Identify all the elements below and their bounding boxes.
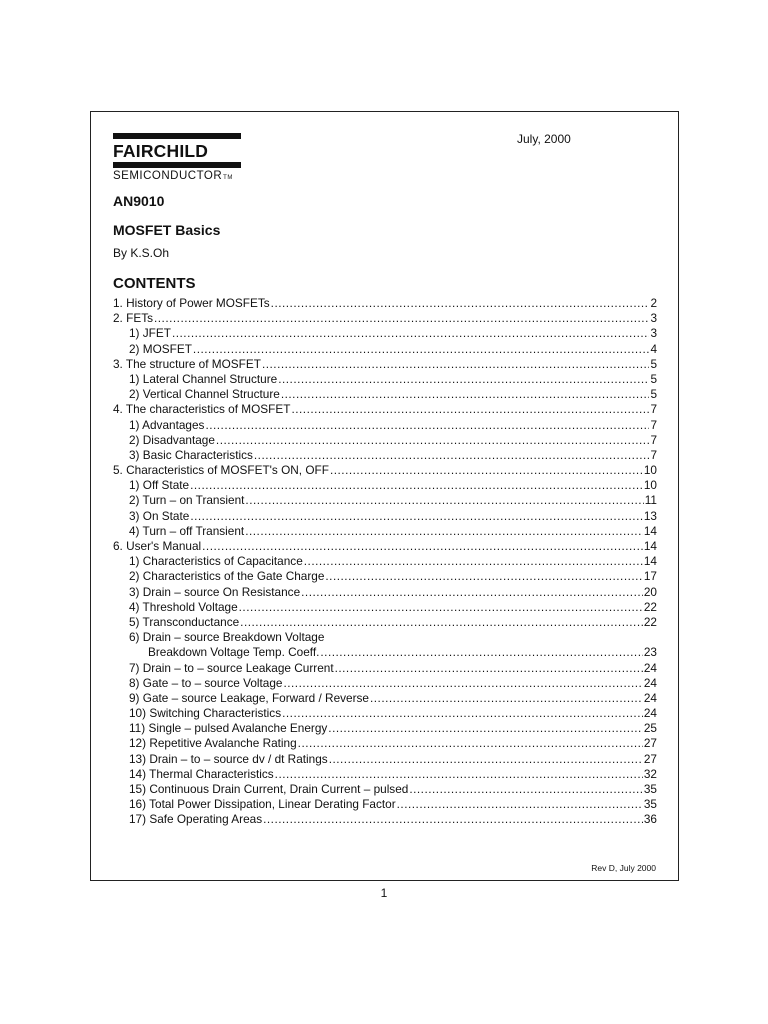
toc-entry[interactable] — [113, 645, 657, 660]
toc-entry-label: 11) Single – pulsed Avalanche Energy — [129, 721, 328, 736]
toc-entry[interactable] — [113, 463, 657, 478]
toc-entry-page: 20 — [643, 584, 657, 599]
toc-entry-page: 7 — [650, 432, 657, 447]
toc-entry[interactable] — [113, 342, 657, 357]
toc-entry-page: 36 — [643, 812, 657, 827]
toc-entry-label: 3) Drain – source On Resistance — [129, 584, 301, 599]
toc-entry-label: 1) Advantages — [129, 417, 205, 432]
toc-entry-label: 1) Characteristics of Capacitance — [129, 554, 303, 569]
toc-leader-dots — [245, 524, 643, 539]
toc-entry-page: 24 — [643, 690, 657, 705]
toc-entry-page: 24 — [643, 660, 657, 675]
toc-leader-dots — [330, 463, 643, 478]
toc-entry[interactable] — [113, 797, 657, 812]
toc-leader-dots — [282, 706, 643, 721]
toc-entry[interactable] — [113, 478, 657, 493]
toc-entry[interactable] — [113, 326, 657, 341]
toc-leader-dots — [291, 402, 649, 417]
toc-leader-dots — [301, 585, 643, 600]
toc-entry-label: 17) Safe Operating Areas — [129, 812, 263, 827]
toc-entry[interactable] — [113, 402, 657, 417]
toc-leader-dots — [275, 767, 643, 782]
toc-entry[interactable] — [113, 736, 657, 751]
toc-entry[interactable] — [113, 767, 657, 782]
toc-leader-dots — [172, 326, 649, 341]
toc-entry-label: 4) Threshold Voltage — [129, 599, 238, 614]
toc-entry-page: 14 — [643, 539, 657, 553]
toc-entry-label: 8) Gate – to – source Voltage — [129, 675, 283, 690]
toc-leader-dots — [240, 615, 643, 630]
toc-entry[interactable] — [113, 448, 657, 463]
toc-leader-dots — [304, 554, 643, 569]
logo-subtitle — [113, 170, 273, 184]
toc-leader-dots — [281, 387, 650, 402]
toc-leader-dots — [245, 493, 643, 508]
table-of-contents — [113, 296, 657, 828]
toc-entry[interactable] — [113, 782, 657, 797]
toc-leader-dots — [263, 812, 643, 827]
toc-entry-page: 10 — [643, 478, 657, 493]
toc-entry-label: 12) Repetitive Avalanche Rating — [129, 736, 297, 751]
toc-entry[interactable] — [113, 509, 657, 524]
toc-entry-page: 3 — [650, 326, 657, 341]
toc-entry-label: 4. The characteristics of MOSFET — [113, 402, 291, 417]
document-page — [90, 111, 679, 881]
toc-entry[interactable] — [113, 554, 657, 569]
toc-leader-dots — [283, 676, 642, 691]
toc-leader-dots — [254, 448, 650, 463]
toc-entry-label: 1. History of Power MOSFETs — [113, 296, 270, 310]
logo-wordmark: FAIRCHILD — [113, 141, 209, 161]
toc-entry-label: 16) Total Power Dissipation, Linear Derating Factor — [129, 797, 396, 812]
toc-entry-page: 25 — [643, 721, 657, 736]
toc-entry-page: 35 — [643, 782, 657, 796]
toc-leader-dots — [190, 509, 643, 524]
toc-entry-page: 2 — [650, 296, 657, 310]
toc-entry-page: 14 — [643, 554, 657, 569]
toc-entry-label: 10) Switching Characteristics — [129, 706, 282, 721]
toc-leader-dots — [370, 691, 643, 706]
toc-entry-page: 22 — [643, 614, 657, 629]
toc-leader-dots — [325, 569, 642, 584]
toc-leader-dots — [190, 478, 643, 493]
logo-trademark: TM — [223, 175, 233, 181]
toc-leader-dots — [202, 539, 643, 554]
toc-entry-label: Breakdown Voltage Temp. Coeff. — [148, 645, 320, 660]
toc-leader-dots — [239, 600, 643, 615]
toc-entry-label: 5. Characteristics of MOSFET's ON, OFF — [113, 463, 329, 478]
document-date: July, 2000 — [517, 132, 571, 146]
toc-entry[interactable] — [113, 539, 657, 554]
toc-entry[interactable] — [113, 357, 657, 372]
toc-entry-label: 4) Turn – off Transient — [129, 523, 245, 538]
toc-entry[interactable] — [113, 296, 657, 311]
page-number: 1 — [380, 886, 388, 900]
toc-entry[interactable] — [113, 372, 657, 387]
toc-leader-dots — [298, 736, 643, 751]
toc-leader-dots — [262, 357, 649, 372]
toc-entry-label: 2) Disadvantage — [129, 432, 215, 447]
toc-entry-label: 2) Turn – on Transient — [129, 493, 245, 508]
toc-entry-label: 1) Off State — [129, 478, 190, 493]
toc-entry-page: 7 — [650, 402, 657, 417]
toc-entry[interactable] — [113, 569, 657, 584]
toc-entry-page: 24 — [643, 706, 657, 721]
toc-entry-label: 1) JFET — [129, 326, 171, 341]
toc-entry-label: 6. User's Manual — [113, 539, 202, 553]
toc-entry-page: 13 — [643, 508, 657, 523]
document-author: By K.S.Oh — [113, 246, 170, 260]
toc-entry-label: 2) Vertical Channel Structure — [129, 387, 280, 402]
toc-leader-dots — [216, 433, 650, 448]
toc-entry-label: 3. The structure of MOSFET — [113, 356, 261, 371]
toc-entry-label: 14) Thermal Characteristics — [129, 766, 274, 781]
toc-entry[interactable] — [113, 691, 657, 706]
toc-leader-dots — [409, 782, 643, 797]
toc-leader-dots — [397, 797, 643, 812]
toc-entry[interactable] — [113, 433, 657, 448]
logo-subtitle-text: SEMICONDUCTOR — [113, 170, 223, 182]
toc-leader-dots — [329, 752, 643, 767]
toc-entry-page: 24 — [643, 675, 657, 690]
toc-entry[interactable] — [113, 387, 657, 402]
document-number: AN9010 — [113, 193, 165, 209]
logo-bar-top — [113, 133, 241, 139]
toc-entry-page: 3 — [650, 311, 657, 326]
toc-entry-page: 5 — [650, 371, 657, 386]
toc-entry-page: 7 — [650, 417, 657, 432]
toc-entry-label: 2) MOSFET — [129, 341, 192, 356]
toc-entry-label: 5) Transconductance — [129, 614, 240, 629]
toc-leader-dots — [278, 372, 649, 387]
toc-entry-label: 15) Continuous Drain Current, Drain Current – pulsed — [129, 782, 409, 796]
toc-entry[interactable] — [113, 661, 657, 676]
toc-entry-label: 2) Characteristics of the Gate Charge — [129, 569, 325, 584]
toc-entry[interactable] — [113, 615, 657, 630]
toc-entry[interactable] — [113, 524, 657, 539]
toc-leader-dots — [271, 296, 650, 311]
toc-entry-page: 11 — [644, 493, 657, 508]
toc-entry-page: 5 — [650, 387, 657, 402]
toc-entry-label: 6) Drain – source Breakdown Voltage — [129, 630, 325, 645]
toc-entry-page: 7 — [650, 447, 657, 462]
toc-entry-label: 3) Basic Characteristics — [129, 447, 253, 462]
toc-entry-page: 22 — [643, 599, 657, 614]
toc-entry[interactable] — [113, 493, 657, 508]
toc-entry-page: 27 — [643, 751, 657, 766]
toc-entry[interactable] — [113, 418, 657, 433]
toc-entry[interactable] — [113, 752, 657, 767]
toc-leader-dots — [335, 661, 643, 676]
toc-entry[interactable] — [113, 812, 657, 827]
toc-entry[interactable] — [113, 706, 657, 721]
toc-entry[interactable] — [113, 676, 657, 691]
contents-heading: CONTENTS — [113, 275, 196, 292]
toc-entry[interactable] — [113, 600, 657, 615]
fairchild-logo — [113, 133, 273, 184]
toc-entry-page: 32 — [643, 766, 657, 781]
toc-entry-page: 5 — [650, 356, 657, 371]
toc-entry-page: 4 — [650, 341, 657, 356]
toc-leader-dots — [193, 342, 650, 357]
toc-entry-page: 10 — [643, 463, 657, 478]
document-title: MOSFET Basics — [113, 222, 221, 238]
toc-entry-label: 7) Drain – to – source Leakage Current — [129, 660, 334, 675]
toc-leader-dots — [154, 311, 649, 326]
toc-entry-page: 14 — [643, 523, 657, 538]
toc-leader-dots — [320, 645, 642, 660]
toc-entry-page: 27 — [643, 736, 657, 751]
logo-bar-bottom — [113, 162, 241, 168]
toc-leader-dots — [205, 418, 649, 433]
toc-entry[interactable] — [113, 311, 657, 326]
toc-entry-page: 17 — [643, 569, 657, 584]
toc-entry-label: 3) On State — [129, 508, 190, 523]
revision-note: Rev D, July 2000 — [591, 863, 656, 873]
toc-entry-label: 2. FETs — [113, 311, 153, 326]
toc-entry[interactable] — [113, 630, 657, 645]
toc-entry-label: 1) Lateral Channel Structure — [129, 371, 278, 386]
toc-entry-page: 35 — [643, 797, 657, 812]
toc-entry-label: 9) Gate – source Leakage, Forward / Reverse — [129, 690, 369, 705]
toc-entry[interactable] — [113, 585, 657, 600]
toc-leader-dots — [328, 721, 643, 736]
toc-entry-label: 13) Drain – to – source dv / dt Ratings — [129, 751, 328, 766]
toc-entry-page: 23 — [643, 645, 657, 660]
toc-entry[interactable] — [113, 721, 657, 736]
